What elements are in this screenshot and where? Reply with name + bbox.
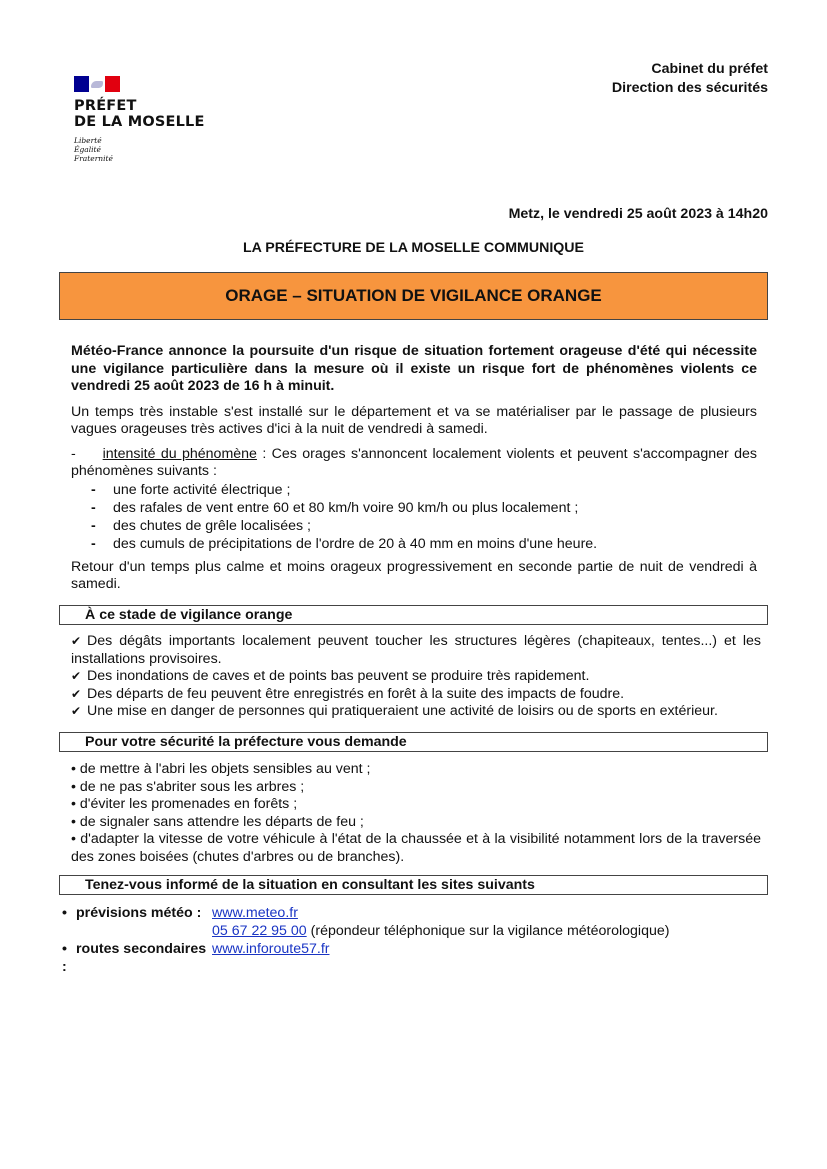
securite-section-header [59, 732, 768, 752]
bullet-icon: • [71, 813, 76, 830]
bullet-icon: • [71, 761, 76, 777]
retour-paragraph: Retour d'un temps plus calme et moins orageux progressivement en seconde partie de nuit de vendredi à samedi. [71, 558, 757, 592]
meteo-label: prévisions météo : [76, 905, 202, 921]
list-item: - des chutes de grêle localisées ; [91, 517, 757, 535]
securite-list [71, 761, 761, 866]
list-item: • d'éviter les promenades en forêts ; [71, 796, 298, 812]
list-item: - des rafales de vent entre 60 et 80 km/h voire 90 km/h ou plus localement ; [91, 499, 757, 517]
document-date: Metz, le vendredi 25 août 2023 à 14h20 [508, 206, 768, 222]
sender-block [612, 60, 768, 98]
check-icon: ✔ [71, 634, 82, 648]
list-item: - des cumuls de précipitations de l'ordre de 20 à 40 mm en moins d'une heure. [91, 535, 757, 553]
routes-row [62, 940, 669, 976]
marianne-flag-icon [74, 76, 120, 92]
vigilance-list [71, 633, 761, 721]
bullet-icon: • [71, 796, 76, 812]
list-item: • de signaler sans attendre les départs de feu ; [71, 813, 364, 830]
info-section-header [59, 875, 768, 895]
meteo-link[interactable]: www.meteo.fr [212, 905, 298, 921]
bullet-icon: • [62, 941, 67, 957]
vigilance-section-title: À ce stade de vigilance orange [85, 607, 293, 623]
list-item: • d'adapter la vitesse de votre véhicule à l'état de la chaussée et à la visibilité notamment lors de la traversée des zones boisées (chutes d'arbres ou de branches). [71, 831, 761, 865]
routes-label: routes secondaires : [62, 941, 207, 975]
bullet-icon: • [71, 778, 76, 795]
cabinet-label: Cabinet du préfet [651, 61, 768, 77]
motto-egalite: Égalité [74, 145, 101, 154]
phone-row [62, 922, 669, 940]
list-item: ✔ Des inondations de caves et de points bas peuvent se produire très rapidement. [71, 668, 590, 684]
list-item: ✔ Des dégâts importants localement peuvent toucher les structures légères (chapiteaux, tentes...) et les installations provisoires. [71, 633, 761, 667]
vigilance-banner [59, 272, 768, 320]
info-links [62, 904, 669, 976]
situation-paragraph: Un temps très instable s'est installé sur le département et va se matérialiser par le passage de plusieurs vagues orageuses très actives d'ici à la nuit de vendredi à samedi. [71, 403, 757, 437]
list-item: ✔ Une mise en danger de personnes qui pratiqueraient une activité de loisirs ou de sports en extérieur. [71, 703, 718, 719]
main-text [71, 343, 757, 594]
logo-motto [74, 136, 205, 163]
phone-link[interactable]: 05 67 22 95 00 [212, 923, 307, 939]
bullet-icon: • [62, 905, 67, 921]
securite-section-title: Pour votre sécurité la préfecture vous demande [85, 734, 407, 750]
bullet-icon: • [71, 831, 76, 847]
intensity-text: : Ces orages s'annoncent localement violents et peuvent s'accompagner des phénomènes suivants : [71, 445, 758, 479]
phone-note: (répondeur téléphonique sur la vigilance météorologique) [306, 923, 670, 939]
prefecture-logo [74, 76, 205, 163]
routes-link[interactable]: www.inforoute57.fr [212, 941, 330, 957]
list-item: - une forte activité électrique ; [91, 481, 757, 499]
check-icon: ✔ [71, 669, 82, 683]
intensity-paragraph [71, 446, 757, 481]
logo-line-1: PRÉFET [74, 98, 137, 114]
check-icon: ✔ [71, 704, 82, 718]
list-item: ✔ Des départs de feu peuvent être enregistrés en forêt à la suite des impacts de foudre. [71, 685, 625, 702]
list-item: • de ne pas s'abriter sous les arbres ; [71, 778, 305, 795]
intro-paragraph: Météo-France annonce la poursuite d'un risque de situation fortement orageuse d'été qui nécessite une vigilance particulière dans la mesure où il existe un risque fort de phénomènes violents ce vendredi 25 août 2023 de 16 h à minuit. [71, 343, 757, 394]
banner-title: ORAGE – SITUATION DE VIGILANCE ORANGE [225, 286, 602, 305]
list-item: • de mettre à l'abri les objets sensibles au vent ; [71, 761, 371, 777]
vigilance-section-header [59, 605, 768, 625]
phenomena-list [71, 481, 757, 553]
communique-heading: LA PRÉFECTURE DE LA MOSELLE COMMUNIQUE [242, 240, 585, 256]
intensity-dash: - [71, 445, 76, 462]
direction-label: Direction des sécurités [611, 80, 768, 96]
meteo-row [62, 904, 669, 922]
motto-liberte: Liberté [74, 136, 102, 145]
info-section-title: Tenez-vous informé de la situation en consultant les sites suivants [85, 877, 535, 893]
logo-line-2: DE LA MOSELLE [74, 114, 205, 130]
motto-fraternite: Fraternité [74, 154, 113, 163]
check-icon: ✔ [71, 686, 82, 701]
intensity-label: intensité du phénomène [102, 445, 257, 462]
